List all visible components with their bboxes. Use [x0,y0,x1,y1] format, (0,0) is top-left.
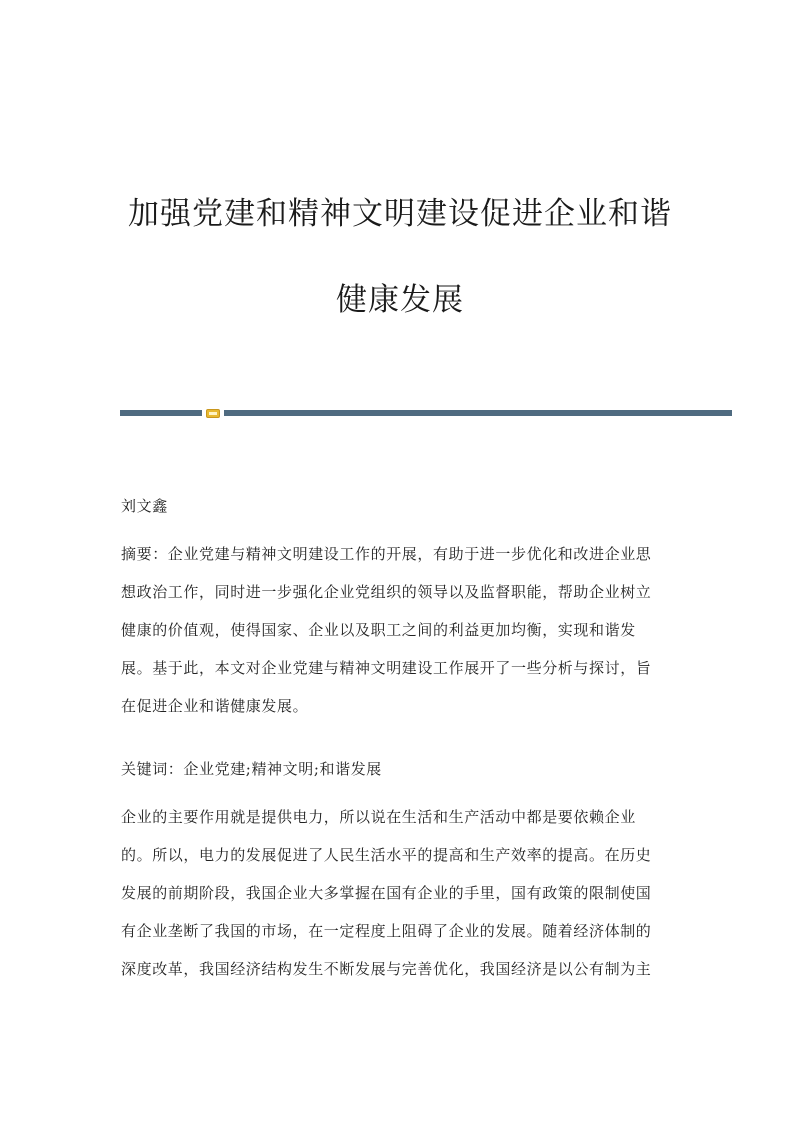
body-line: 的。所以，电力的发展促进了人民生活水平的提高和生产效率的提高。在历史 [121,846,652,864]
document-title-line-2: 健康发展 [336,282,464,318]
author-name: 刘文鑫 [121,497,168,515]
abstract-line: 在促进企业和谐健康发展。 [121,697,309,715]
title-divider [120,409,732,417]
keywords-line: 关键词：企业党建;精神文明;和谐发展 [121,760,382,778]
body-line: 企业的主要作用就是提供电力，所以说在生活和生产活动中都是要依赖企业 [121,808,636,826]
divider-bar-left [120,410,202,416]
body-line: 深度改革，我国经济结构发生不断发展与完善优化，我国经济是以公有制为主 [121,960,652,978]
abstract-line: 摘要：企业党建与精神文明建设工作的开展，有助于进一步优化和改进企业思 [121,545,652,563]
divider-emblem-icon [206,409,220,418]
document-title-line-1: 加强党建和精神文明建设促进企业和谐 [128,196,672,232]
abstract-line: 展。基于此，本文对企业党建与精神文明建设工作展开了一些分析与探讨，旨 [121,659,652,677]
abstract-line: 健康的价值观，使得国家、企业以及职工之间的利益更加均衡，实现和谐发 [121,621,636,639]
body-line: 发展的前期阶段，我国企业大多掌握在国有企业的手里，国有政策的限制使国 [121,884,652,902]
body-line: 有企业垄断了我国的市场，在一定程度上阻碍了企业的发展。随着经济体制的 [121,922,652,940]
abstract-line: 想政治工作，同时进一步强化企业党组织的领导以及监督职能，帮助企业树立 [121,583,652,601]
divider-bar-right [224,410,732,416]
